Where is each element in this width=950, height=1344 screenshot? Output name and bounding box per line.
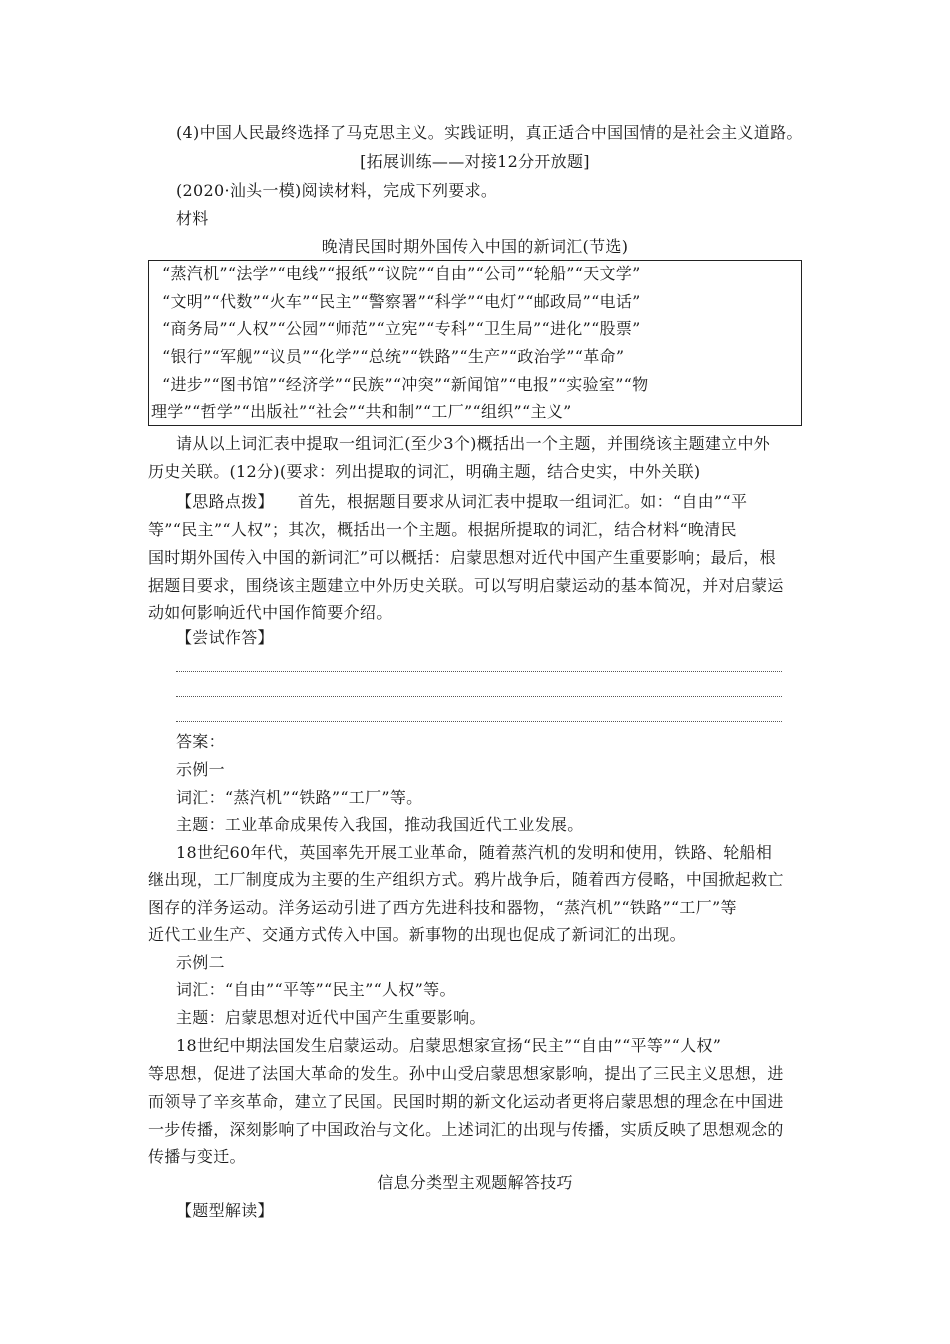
hint-line: 动如何影响近代中国作简要介绍。 [148, 603, 393, 622]
example2-body-line: 一步传播，深刻影响了中国政治与文化。上述词汇的出现与传播，实质反映了思想观念的 [148, 1120, 784, 1139]
answer-writing-line[interactable] [176, 671, 782, 672]
table-title: 晚清民国时期外国传入中国的新词汇(节选) [321, 237, 629, 256]
vocab-line: “文明”“代数”“火车”“民主”“警察署”“科学”“电灯”“邮政局”“电话” [162, 292, 641, 311]
answer-writing-line[interactable] [176, 721, 782, 722]
example1-body-line: 近代工业生产、交通方式传入中国。新事物的出现也促成了新词汇的出现。 [148, 925, 686, 944]
intro-line: (4)中国人民最终选择了马克思主义。实践证明，真正适合中国国情的是社会主义道路。 [176, 123, 803, 142]
hint-label: 【思路点拨】 [176, 492, 274, 511]
section-heading: [拓展训练——对接12分开放题] [360, 152, 590, 171]
example1-body-line: 18世纪60年代，英国率先开展工业革命，随着蒸汽机的发明和使用，铁路、轮船相 [176, 843, 773, 862]
answer-writing-line[interactable] [176, 696, 782, 697]
example2-words: 词汇：“自由”“平等”“民主”“人权”等。 [176, 980, 456, 999]
attempt-label: 【尝试作答】 [176, 628, 274, 647]
vocab-line: “银行”“军舰”“议员”“化学”“总统”“铁路”“生产”“政治学”“革命” [162, 347, 625, 366]
answer-label: 答案： [176, 732, 225, 751]
analysis-label: 【题型解读】 [176, 1201, 274, 1220]
example2-body-line: 等思想，促进了法国大革命的发生。孙中山受启蒙思想家影响，提出了三民主义思想，进 [148, 1064, 784, 1083]
material-label: 材料 [176, 209, 209, 228]
task-line: 历史关联。(12分)(要求：列出提取的词汇，明确主题，结合史实，中外关联) [148, 462, 701, 481]
example1-words: 词汇：“蒸汽机”“铁路”“工厂”等。 [176, 788, 423, 807]
vocab-line: “蒸汽机”“法学”“电线”“报纸”“议院”“自由”“公司”“轮船”“天文学” [162, 264, 641, 283]
example1-theme: 主题：工业革命成果传入我国，推动我国近代工业发展。 [176, 815, 584, 834]
question-source: (2020·汕头一模)阅读材料，完成下列要求。 [176, 181, 498, 200]
task-line: 请从以上词汇表中提取一组词汇(至少3个)概括出一个主题，并围绕该主题建立中外 [176, 434, 771, 453]
vocab-line: “进步”“图书馆”“经济学”“民族”“冲突”“新闻馆”“电报”“实验室”“物 [162, 375, 649, 394]
example1-title: 示例一 [176, 760, 225, 779]
hint-line: 国时期外国传入中国的新词汇”可以概括：启蒙思想对近代中国产生重要影响；最后，根 [148, 548, 776, 567]
example2-title: 示例二 [176, 953, 225, 972]
hint-line: 首先，根据题目要求从词汇表中提取一组词汇。如：“自由”“平 [298, 492, 748, 511]
bottom-heading: 信息分类型主观题解答技巧 [377, 1173, 573, 1192]
vocab-line: “商务局”“人权”“公园”“师范”“立宪”“专科”“卫生局”“进化”“股票” [162, 319, 641, 338]
example1-body-line: 继出现，工厂制度成为主要的生产组织方式。鸦片战争后，随着西方侵略，中国掀起救亡 [148, 870, 784, 889]
example2-body-line: 而领导了辛亥革命，建立了民国。民国时期的新文化运动者更将启蒙思想的理念在中国进 [148, 1092, 784, 1111]
example2-theme: 主题：启蒙思想对近代中国产生重要影响。 [176, 1008, 486, 1027]
hint-line: 等”“民主”“人权”；其次，概括出一个主题。根据所提取的词汇，结合材料“晚清民 [148, 520, 737, 539]
hint-line: 据题目要求，围绕该主题建立中外历史关联。可以写明启蒙运动的基本简况，并对启蒙运 [148, 576, 784, 595]
example1-body-line: 图存的洋务运动。洋务运动引进了西方先进科技和器物，“蒸汽机”“铁路”“工厂”等 [148, 898, 737, 917]
vocab-line: 理学”“哲学”“出版社”“社会”“共和制”“工厂”“组织”“主义” [151, 402, 572, 421]
example2-body-line: 18世纪中期法国发生启蒙运动。启蒙思想家宣扬“民主”“自由”“平等”“人权” [176, 1036, 722, 1055]
example2-body-line: 传播与变迁。 [148, 1147, 246, 1166]
